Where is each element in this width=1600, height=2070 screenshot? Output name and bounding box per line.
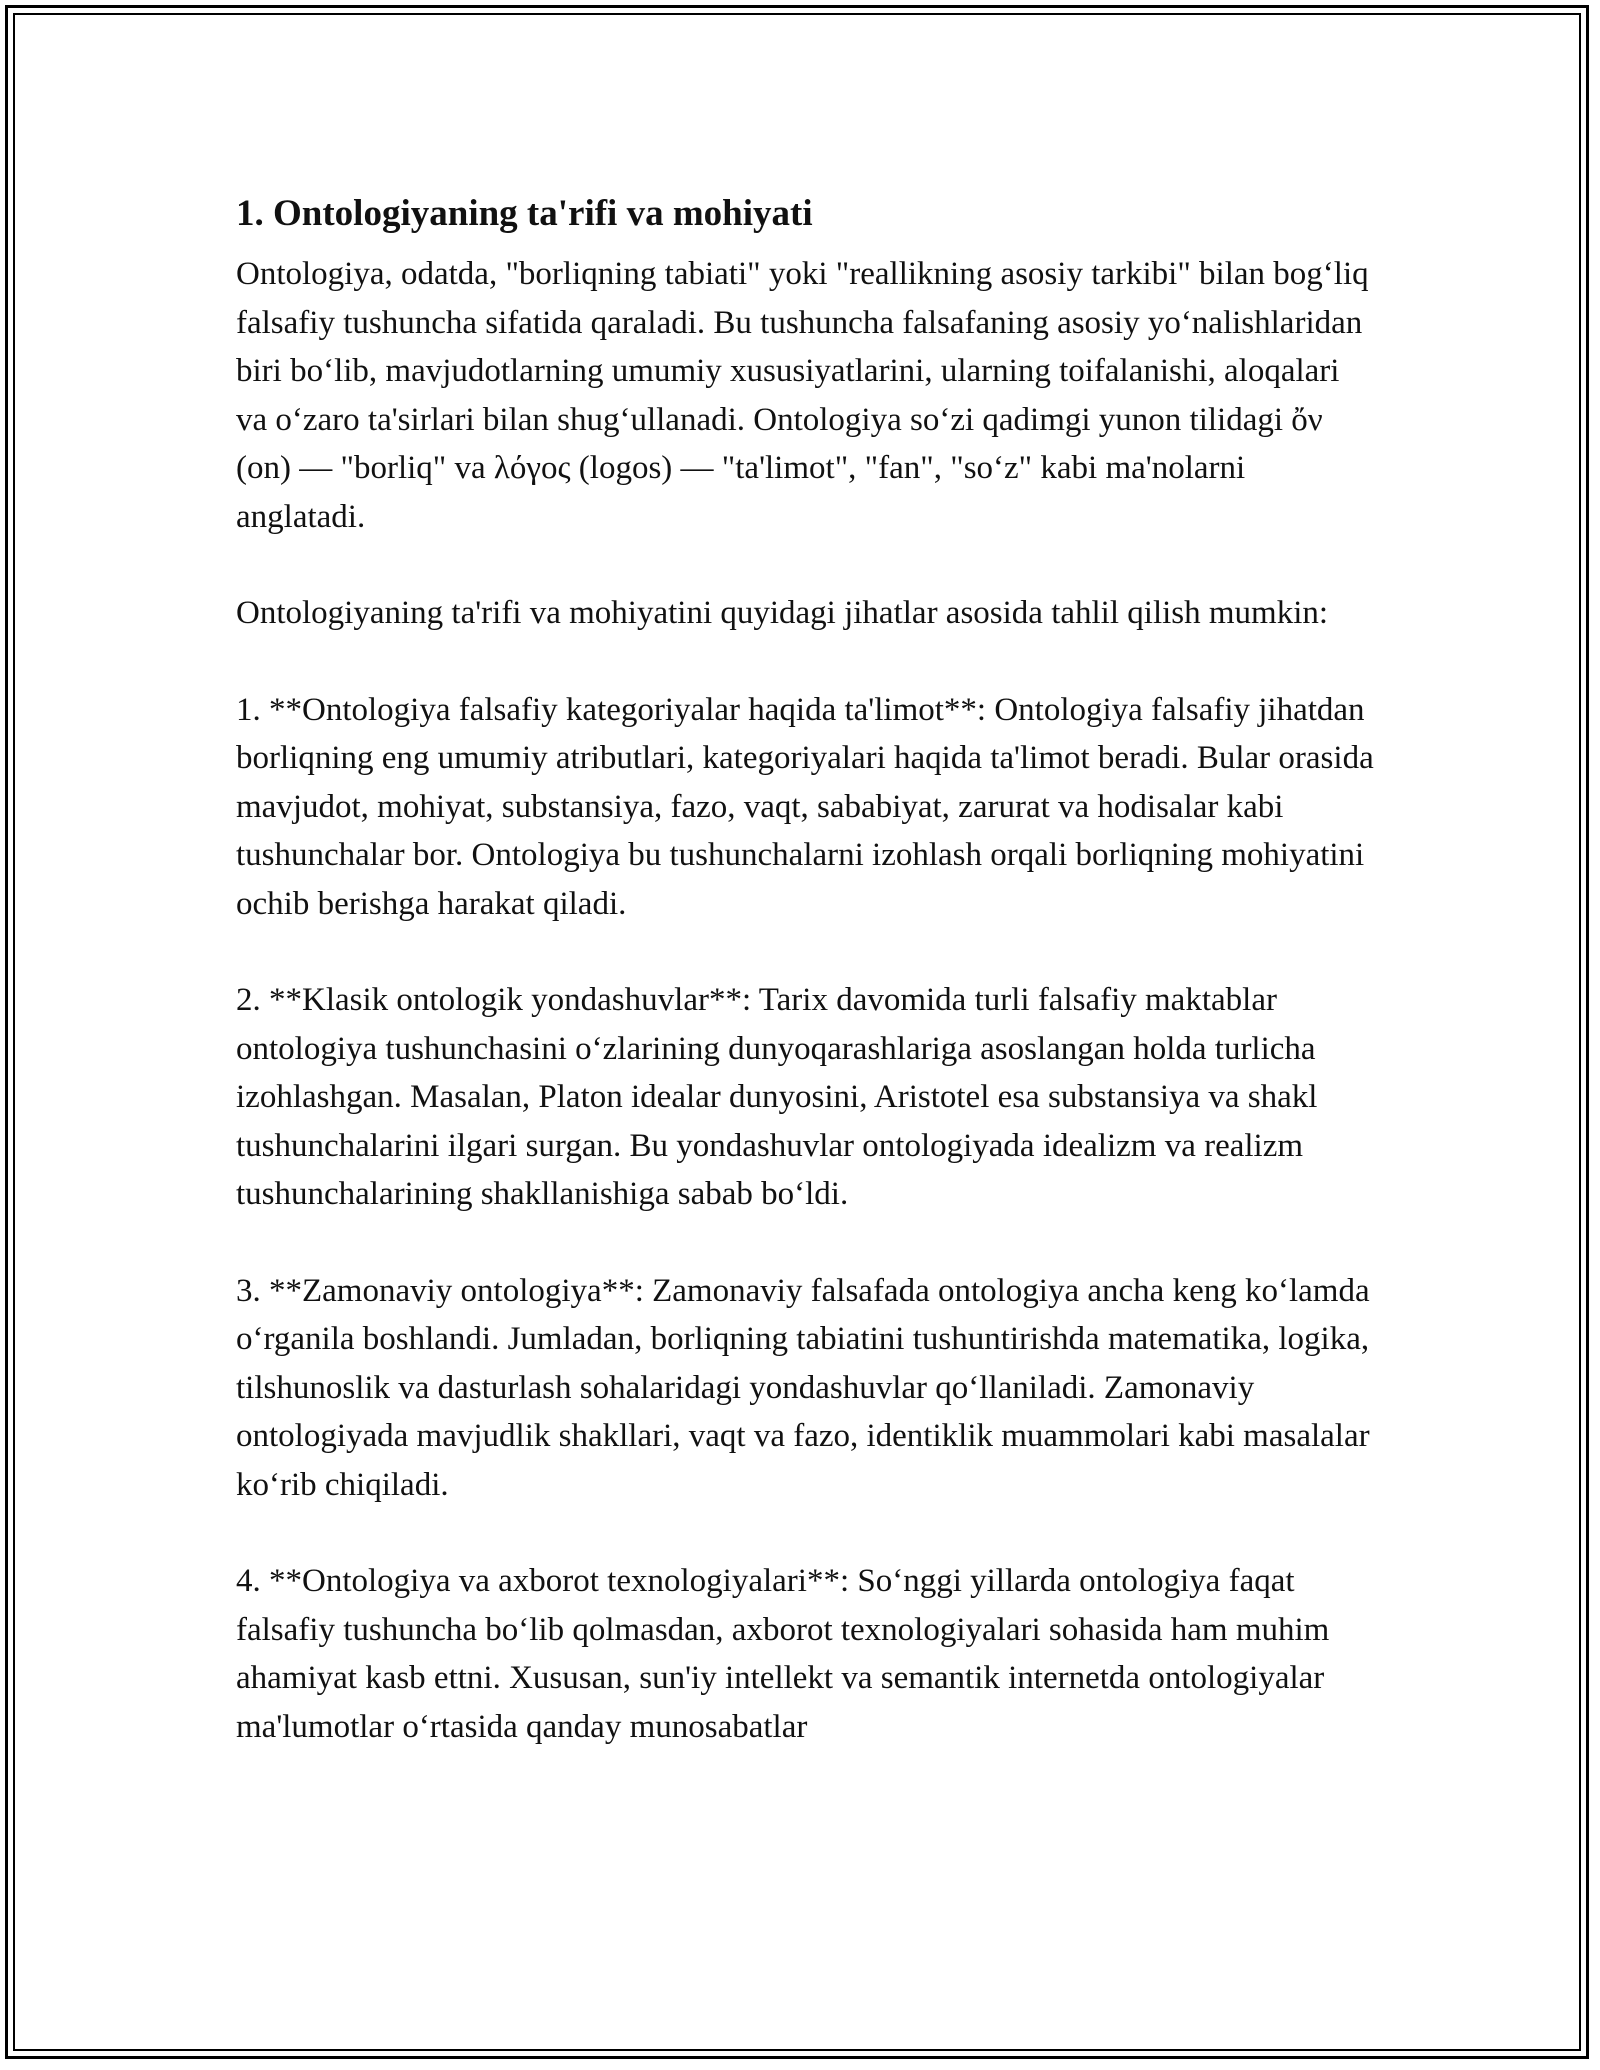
document-body: [236, 186, 1376, 1799]
paragraph-analysis-lead: Ontologiyaning ta'rifi va mohiyatini quyidagi jihatlar asosida tahlil qilish mumkin:: [236, 595, 1329, 631]
paragraph-intro: Ontologiya, odatda, "borliqning tabiati" yoki "reallikning asosiy tarkibi" bilan bog‘liq falsafiy tushuncha sifatida qaraladi. Bu tushuncha falsafaning asosiy yo‘nalishlaridan biri bo‘lib, mavjudotlarning umumiy xususiyatlarini, ularning toifalanishi, aloqalari va o‘zaro ta'sirlari bilan shug‘ullanadi. Ontologiya so‘zi qadimgi yunon tilidagi ὄν (on) — "borliq" va λόγος (logos) — "ta'limot", "fan", "so‘z" kabi ma'nolarni anglatadi.: [236, 256, 1369, 535]
list-item-3: 3. **Zamonaviy ontologiya**: Zamonaviy falsafada ontologiya ancha keng ko‘lamda o‘rganila boshlandi. Jumladan, borliqning tabiatini tushuntirishda matematika, logika, tilshunoslik va dasturlash sohalaridagi yondashuvlar qo‘llaniladi. Zamonaviy ontologiyada mavjudlik shakllari, vaqt va fazo, identiklik muammolari kabi masalalar ko‘rib chiqiladi.: [236, 1272, 1370, 1503]
list-item-1: 1. **Ontologiya falsafiy kategoriyalar haqida ta'limot**: Ontologiya falsafiy jihatdan borliqning eng umumiy atributlari, kategoriyalari haqida ta'limot beradi. Bular orasida mavjudot, mohiyat, substansiya, fazo, vaqt, sababiyat, zarurat va hodisalar kabi tushunchalar bor. Ontologiya bu tushunchalarni izohlash orqali borliqning mohiyatini ochib berishga harakat qiladi.: [236, 691, 1374, 922]
section-title: 1. Ontologiyaning ta'rifi va mohiyati: [236, 193, 813, 234]
list-item-4: 4. **Ontologiya va axborot texnologiyalari**: So‘nggi yillarda ontologiya faqat falsafiy tushuncha bo‘lib qolmasdan, axborot texnologiyalari sohasida ham muhim ahamiyat kasb ettni. Xususan, sun'iy intellekt va semantik internetda ontologiyalar ma'lumotlar o‘rtasida qanday munosabatlar: [236, 1563, 1330, 1745]
list-item-2: 2. **Klasik ontologik yondashuvlar**: Tarix davomida turli falsafiy maktablar ontologiya tushunchasini o‘zlarining dunyoqarashlariga asoslangan holda turlicha izohlashgan. Masalan, Platon idealar dunyosini, Aristotel esa substansiya va shakl tushunchalarini ilgari surgan. Bu yondashuvlar ontologiyada idealizm va realizm tushunchalarining shakllanishiga sabab bo‘ldi.: [236, 982, 1318, 1212]
